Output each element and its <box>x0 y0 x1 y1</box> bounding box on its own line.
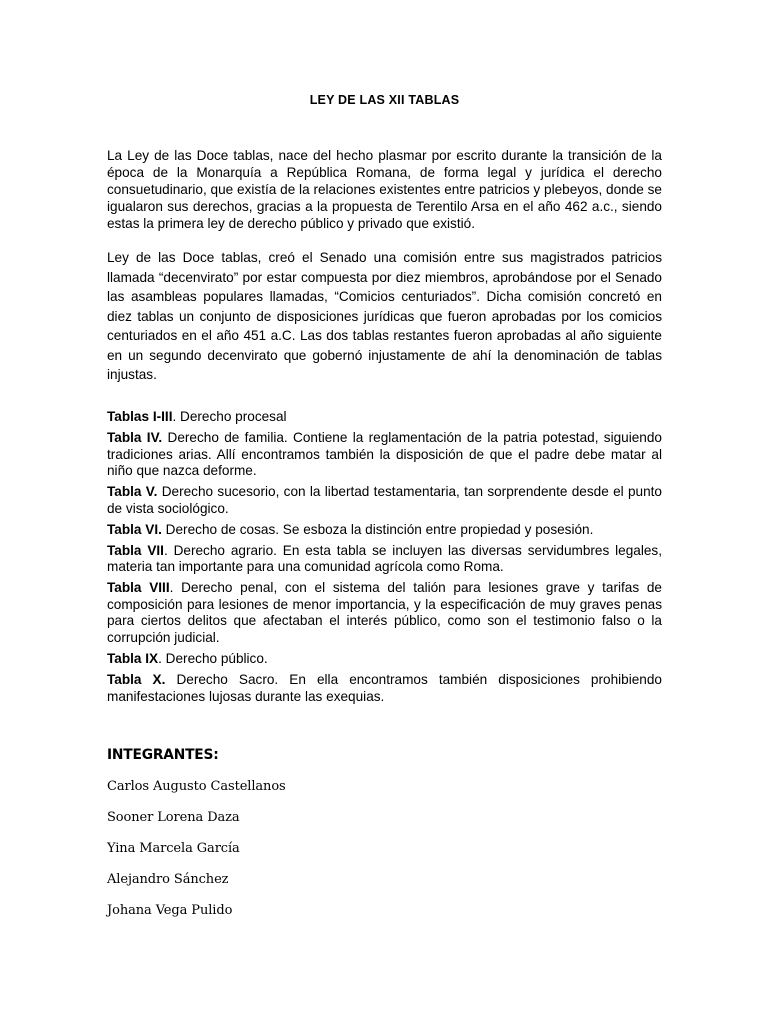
tabla-item <box>107 409 662 426</box>
member-name: Sooner Lorena Daza <box>107 810 240 825</box>
tabla-label: Tabla IV. <box>107 430 163 446</box>
member-name: Carlos Augusto Castellanos <box>107 779 286 794</box>
tabla-item <box>107 430 662 480</box>
tabla-text: Derecho sucesorio, con la libertad testamentaria, tan sorprendente desde el punto de vista sociológico. <box>107 484 662 516</box>
member-name: Alejandro Sánchez <box>107 872 229 887</box>
tabla-item <box>107 484 662 517</box>
tabla-item <box>107 672 662 705</box>
tabla-text: . Derecho agrario. En esta tabla se incluyen las diversas servidumbres legales, materia tan importante para una comunidad agrícola como Roma. <box>107 542 662 575</box>
tabla-item <box>107 543 662 576</box>
decenvirato-paragraph: Ley de las Doce tablas, creó el Senado una comisión entre sus magistrados patricios llamada “decenvirato” por estar compuesta por diez miembros, aprobándose por el Senado las asambleas populares llamadas, “Comicios centuriados”. Dicha comisión concretó en diez tablas un conjunto de disposiciones jurídicas que fueron aprobadas por los comicios centuriados en el año 451 a.C. Las dos tablas restantes fueron aprobadas al año siguiente en un segundo decenvirato que gobernó injustamente de ahí la denominación de tablas injustas. <box>107 250 662 382</box>
tabla-label: Tabla V. <box>107 484 158 500</box>
tabla-text: . Derecho público. <box>158 651 268 667</box>
document-title: LEY DE LAS XII TABLAS <box>309 93 460 107</box>
tabla-text: . Derecho penal, con el sistema del talión para lesiones grave y tarifas de composición para lesiones de menor importancia, y la especificación de muy graves penas para ciertos delitos que afectaban el interés público, como son el testimonio falso o la corrupción judicial. <box>107 580 662 645</box>
tabla-text: Derecho de cosas. Se esboza la distinción entre propiedad y posesión. <box>161 521 594 537</box>
tabla-item <box>107 651 662 668</box>
tabla-item <box>107 580 662 646</box>
tabla-text: Derecho de familia. Contiene la reglamentación de la patria potestad, siguiendo tradiciones arias. Allí encontramos también la disposición de que el padre debe matar al niño que nazca deforme. <box>107 430 662 479</box>
tabla-text: . Derecho procesal <box>172 409 287 424</box>
tabla-label: Tabla VI. <box>107 521 162 537</box>
intro-paragraph: La Ley de las Doce tablas, nace del hecho plasmar por escrito durante la transición de la época de la Monarquía a República Romana, de forma legal y jurídica el derecho consuetudinario, que existía de la relaciones existentes entre patricios y plebeyos, donde se igualaron sus derechos, gracias a la propuesta de Terentilo Arsa en el año 462 a.c., siendo estas la primera ley de derecho público y privado que existió. <box>107 148 662 231</box>
member-name: Johana Vega Pulido <box>107 903 233 918</box>
tabla-item <box>107 522 662 539</box>
integrantes-heading: INTEGRANTES: <box>107 747 219 763</box>
member-name: Yina Marcela García <box>107 841 240 856</box>
tabla-label: Tabla VII <box>107 542 164 558</box>
tabla-text: Derecho Sacro. En ella encontramos también disposiciones prohibiendo manifestaciones lujosas durante las exequias. <box>107 672 662 704</box>
tabla-label: Tablas I-III <box>107 409 173 424</box>
tabla-label: Tabla X. <box>107 672 166 688</box>
tabla-label: Tabla VIII <box>107 580 170 596</box>
tablas-list <box>107 409 662 710</box>
tabla-label: Tabla IX <box>107 651 159 667</box>
